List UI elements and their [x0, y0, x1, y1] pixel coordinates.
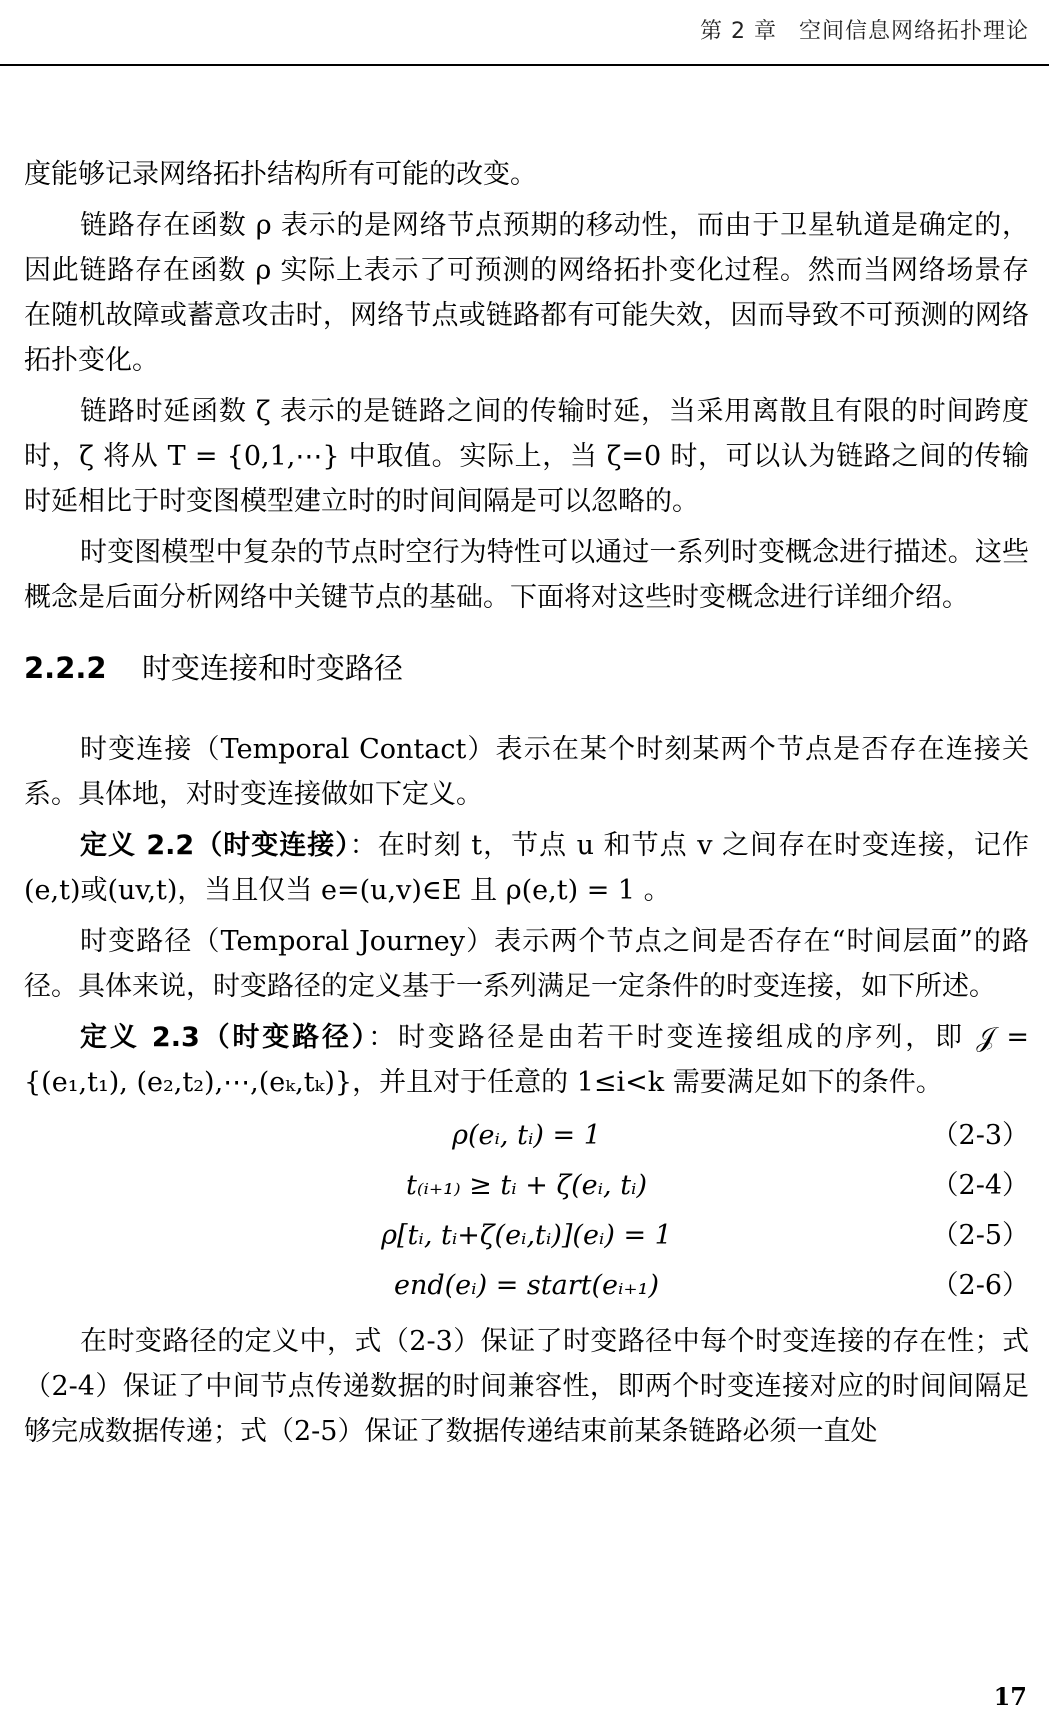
- header-rule: [0, 64, 1049, 66]
- equation-2-6: [24, 1261, 1029, 1311]
- equation-expression: ρ(eᵢ, tᵢ) = 1: [452, 1120, 601, 1151]
- paragraph-2: 链路存在函数 ρ 表示的是网络节点预期的移动性，而由于卫星轨道是确定的，因此链路存在函数 ρ 实际上表示了可预测的网络拓扑变化过程。然而当网络场景存在随机故障或蓄意攻击时，网络节点或链路都有可能失效，因而导致不可预测的网络拓扑变化。: [24, 210, 1029, 376]
- equation-2-3: [24, 1111, 1029, 1161]
- equation-tag: （2-5）: [931, 1220, 1029, 1251]
- chapter-title: 空间信息网络拓扑理论: [798, 19, 1029, 44]
- section-heading: [24, 646, 1029, 687]
- definition-2-3-text: ：时变路径是由若干时变连接组成的序列，即 𝒥 = {(e₁,t₁), (e₂,t₂),⋯,(eₖ,tₖ)}，并且对于任意的 1≤i<k 需要满足如下的条件。: [24, 1022, 1029, 1098]
- paragraph-4: 时变图模型中复杂的节点时空行为特性可以通过一系列时变概念进行描述。这些概念是后面分析网络中关键节点的基础。下面将对这些时变概念进行详细介绍。: [24, 537, 1029, 613]
- equation-expression: ρ[tᵢ, tᵢ+ζ(eᵢ,tᵢ)](eᵢ) = 1: [381, 1220, 672, 1251]
- page-body: [24, 152, 1029, 1460]
- equation-block: [24, 1111, 1029, 1311]
- equation-2-5: [24, 1211, 1029, 1261]
- equation-expression: t₍ᵢ₊₁₎ ≥ tᵢ + ζ(eᵢ, tᵢ): [405, 1170, 648, 1201]
- paragraph-7: 在时变路径的定义中，式（2-3）保证了时变路径中每个时变连接的存在性；式（2-4）保证了中间节点传递数据的时间兼容性，即两个时变连接对应的时间间隔足够完成数据传递；式（2-5）保证了数据传递结束前某条链路必须一直处: [24, 1326, 1029, 1447]
- equation-tag: （2-3）: [931, 1120, 1029, 1151]
- paragraph-6: 时变路径（Temporal Journey）表示两个节点之间是否存在“时间层面”的路径。具体来说，时变路径的定义基于一系列满足一定条件的时变连接，如下所述。: [24, 926, 1029, 1002]
- section-number: 2.2.2: [24, 651, 107, 685]
- equation-tag: （2-4）: [931, 1170, 1029, 1201]
- page-number: 17: [993, 1682, 1027, 1711]
- definition-2-2-text: ：在时刻 t，节点 u 和节点 v 之间存在时变连接，记作(e,t)或(uv,t)，当且仅当 e=(u,v)∈E 且 ρ(e,t) = 1 。: [24, 830, 1030, 906]
- paragraph-5: 时变连接（Temporal Contact）表示在某个时刻某两个节点是否存在连接关系。具体地，对时变连接做如下定义。: [24, 734, 1029, 810]
- section-title: 时变连接和时变路径: [142, 651, 404, 685]
- equation-tag: （2-6）: [931, 1270, 1029, 1301]
- paragraph-3: 链路时延函数 ζ 表示的是链路之间的传输时延，当采用离散且有限的时间跨度时，ζ 将从 T = {0,1,⋯} 中取值。实际上，当 ζ=0 时，可以认为链路之间的传输时延相比于时变图模型建立时的时间间隔是可以忽略的。: [24, 396, 1029, 517]
- equation-2-4: [24, 1161, 1029, 1211]
- paragraph-1: 度能够记录网络拓扑结构所有可能的改变。: [24, 159, 537, 190]
- equation-expression: end(eᵢ) = start(eᵢ₊₁): [393, 1270, 660, 1301]
- definition-2-2: [24, 823, 1029, 913]
- chapter-label: 第 2 章: [700, 19, 777, 44]
- running-header: [700, 14, 1029, 45]
- definition-2-3-label: 定义 2.3（时变路径）: [80, 1022, 369, 1053]
- definition-2-3: [24, 1015, 1029, 1105]
- definition-2-2-label: 定义 2.2（时变连接）: [80, 830, 350, 861]
